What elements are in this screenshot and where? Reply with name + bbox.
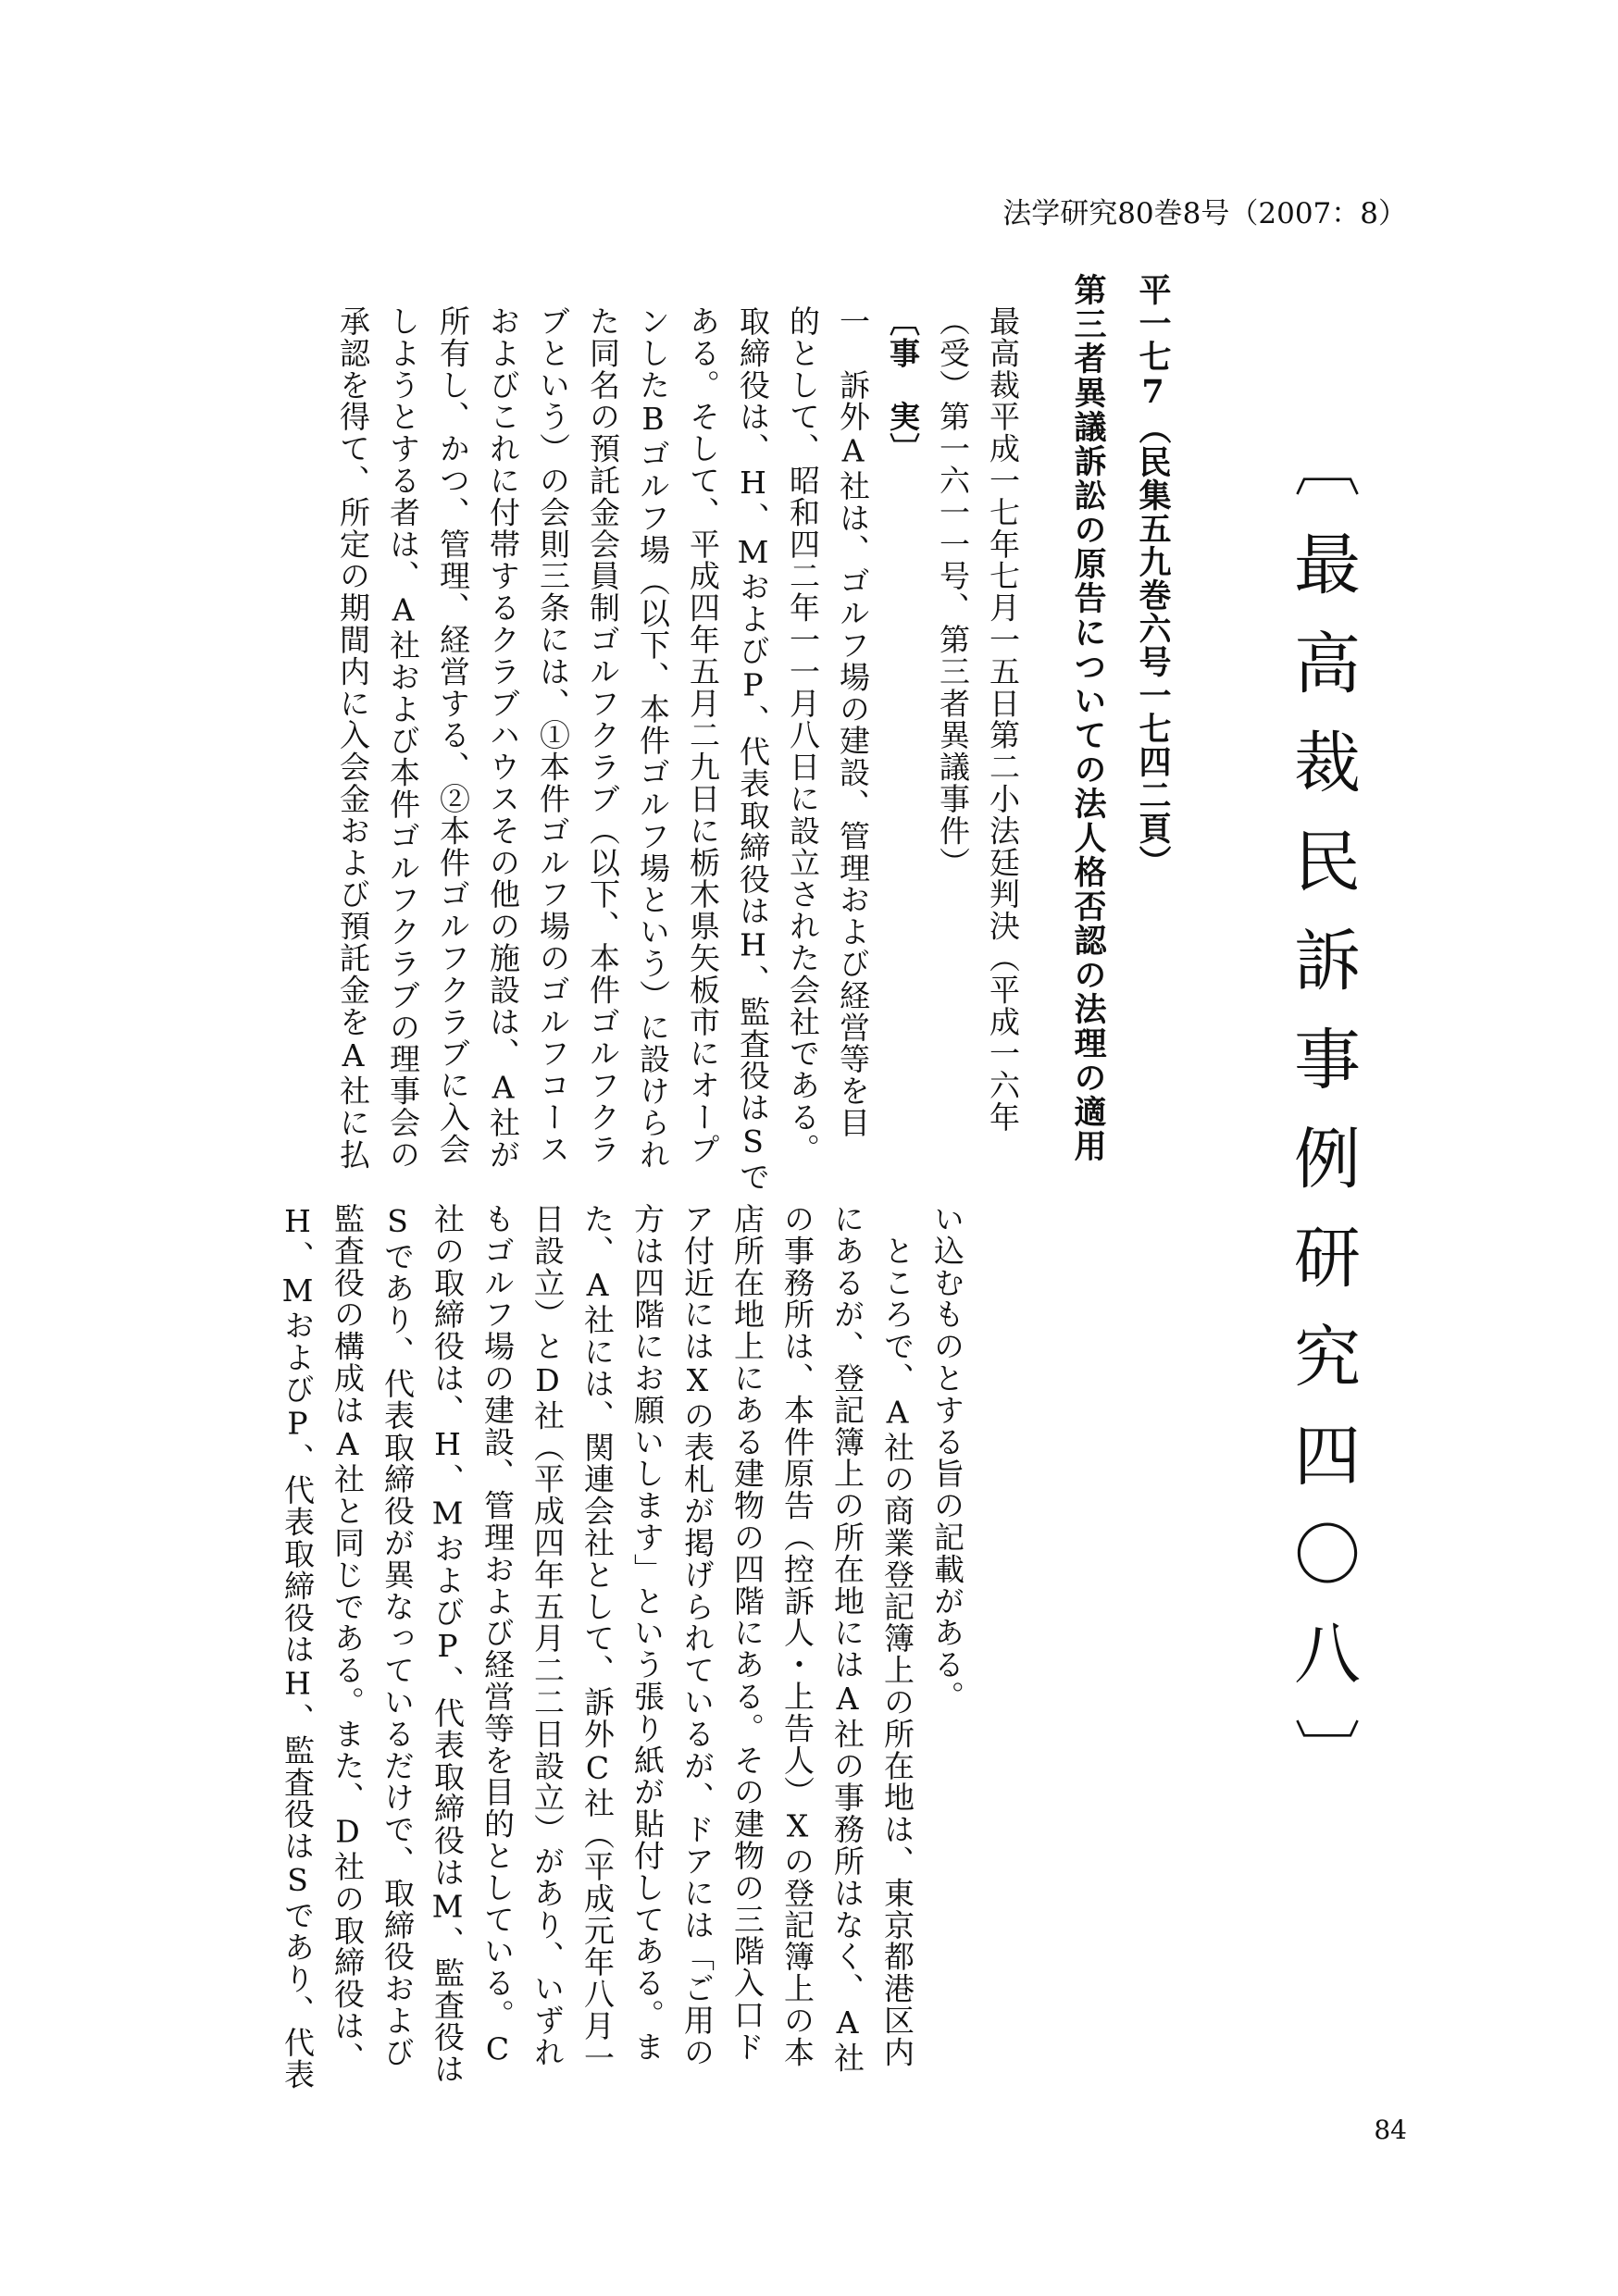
text-line: ア付近にはXの表札が掲げられているが、ドアには「ご用の [679, 1203, 716, 2068]
case-number: 平一七7（民集五九巻六号一七四二頁） [1134, 273, 1172, 878]
text-line: もゴルフ場の建設、管理および経営等を目的としている。C [479, 1203, 516, 2068]
text-line: にあるが、登記簿上の所在地にはA社の事務所はなく、A社 [829, 1203, 865, 2074]
text-line: しようとする者は、A社および本件ゴルフクラブの理事会の [385, 305, 421, 1171]
text-line: 所有し、かつ、管理、経営する、②本件ゴルフクラブに入会 [435, 305, 471, 1165]
section-heading-facts: 〔事 実〕 [885, 305, 921, 465]
text-line: 日設立）とD社（平成四年五月二二日設立）があり、いずれ [529, 1203, 566, 2068]
text-line: 的として、昭和四二年一一月八日に設立された会社である。 [785, 305, 821, 1165]
case-heading: 第三者異議訴訟の原告についての法人格否認の法理の適用 [1069, 273, 1107, 1163]
text-line: い込むものとする旨の記載がある。 [929, 1203, 965, 1713]
series-title: 〔最高裁民訴事例研究四〇八〕 [1283, 430, 1361, 1817]
text-line: ブという）の会則三条には、①本件ゴルフ場のゴルフコース [535, 305, 571, 1165]
text-line: た、A社には、関連会社として、訴外C社（平成元年八月一 [579, 1203, 616, 2074]
text-line: の事務所は、本件原告（控訴人・上告人）Xの登記簿上の本 [779, 1203, 815, 2068]
body-text-upper [231, 305, 1027, 1194]
text-line: た同名の預託金会員制ゴルフクラブ（以下、本件ゴルフクラ [585, 305, 621, 1165]
text-line: 一 訴外A社は、ゴルフ場の建設、管理および経営等を目 [835, 305, 871, 1139]
text-line: H、MおよびP、代表取締役はH、監査役はSであり、代表 [280, 1203, 316, 2091]
text-line: およびこれに付帯するクラブハウスその他の施設は、A社が [485, 305, 521, 1171]
text-line: 店所在地上にある建物の四階にある。その建物の三階入口ド [729, 1203, 765, 2063]
page-number: 84 [1374, 2115, 1407, 2145]
body-text-lower [231, 1203, 972, 2091]
journal-header: 法学研究80巻8号（2007：8） [1002, 197, 1407, 230]
text-line: ンしたBゴルフ場（以下、本件ゴルフ場という）に設けられ [635, 305, 671, 1171]
text-line: 承認を得て、所定の期間内に入会金および預託金をA社に払 [335, 305, 371, 1171]
text-line: ある。そして、平成四年五月二九日に栃木県矢板市にオープ [685, 305, 721, 1165]
text-line: （受）第一六一一号、第三者異議事件） [935, 305, 971, 879]
text-line: 監査役の構成はA社と同じである。また、D社の取締役は、 [330, 1203, 366, 2074]
text-line: 最高裁平成一七年七月一五日第二小法廷判決（平成一六年 [985, 305, 1021, 1134]
text-line: ところで、A社の商業登記簿上の所在地は、東京都港区内 [879, 1203, 915, 2068]
text-line: 取締役は、H、MおよびP、代表取締役はH、監査役はSで [735, 305, 771, 1193]
text-line: 社の取締役は、H、MおよびP、代表取締役はM、監査役は [429, 1203, 466, 2085]
text-line: 方は四階にお願いします」という張り紙が貼付してある。ま [629, 1203, 666, 2063]
text-line: Sであり、代表取締役が異なっているだけで、取締役および [380, 1203, 416, 2068]
